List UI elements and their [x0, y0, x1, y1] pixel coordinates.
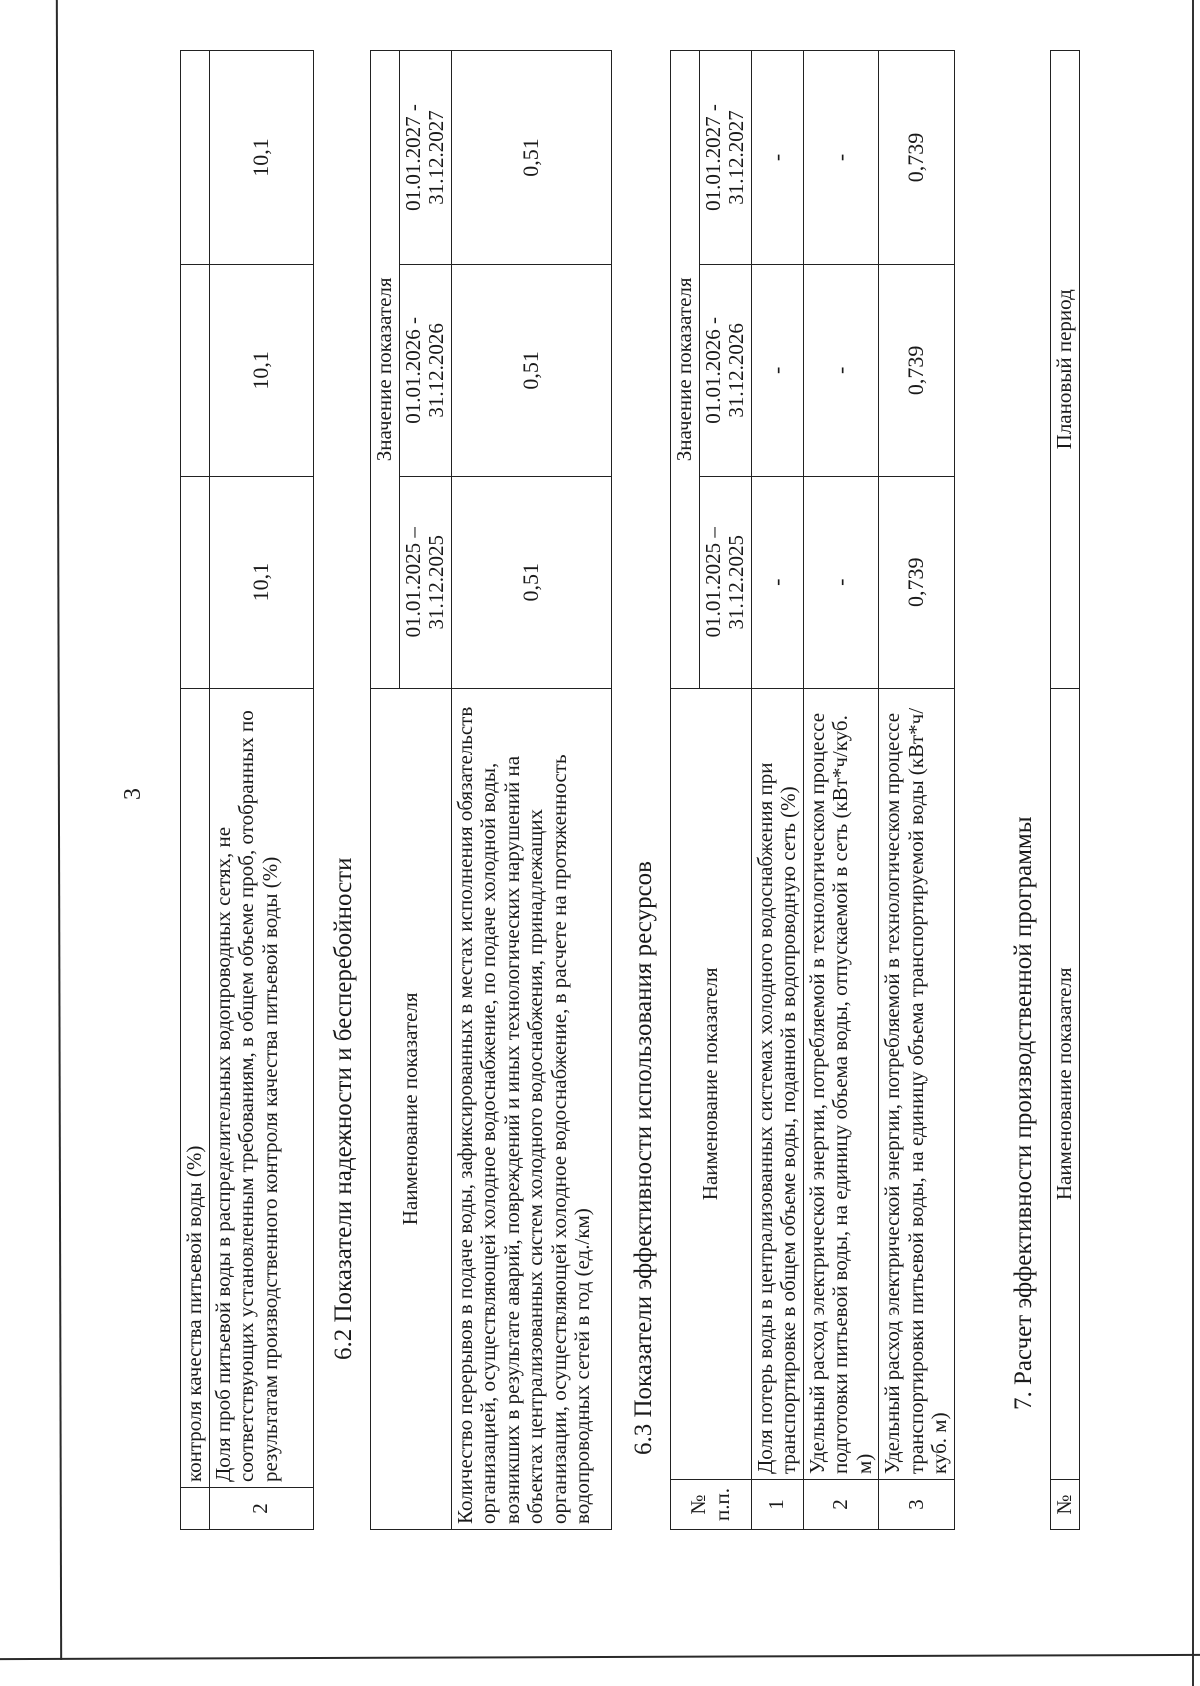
row-value: -	[803, 476, 879, 688]
program-efficiency-table	[1050, 50, 1080, 1530]
header-period: Плановый период	[1051, 51, 1080, 689]
header-name: Наименование показателя	[671, 688, 752, 1479]
efficiency-table	[670, 50, 955, 1530]
row-value: 10,1	[209, 476, 313, 688]
row-value	[181, 476, 210, 688]
row-value: 0,739	[879, 51, 955, 265]
quality-table	[180, 50, 314, 1530]
row-value	[181, 264, 210, 476]
header-period: 01.01.2025 – 31.12.2025	[699, 476, 751, 688]
table-header-row	[371, 51, 400, 1530]
table-header-row	[671, 51, 700, 1530]
row-num: 2	[209, 1488, 313, 1530]
header-name: Наименование показателя	[1051, 688, 1080, 1479]
header-period: 01.01.2027 - 31.12.2027	[699, 51, 751, 265]
row-value: -	[803, 264, 879, 476]
table-row	[451, 51, 611, 1530]
header-period: 01.01.2026 - 31.12.2026	[399, 264, 451, 476]
row-name: Удельный расход электрической энергии, потребляемой в технологическом процессе подготовки питьевой воды, на единицу объема воды, отпускаемой в сеть (кВт*ч/куб. м)	[803, 688, 879, 1479]
section-title: 6.2 Показатели надежности и бесперебойности	[330, 857, 357, 1360]
document-page	[90, 10, 1170, 1570]
row-num: 2	[803, 1480, 879, 1530]
row-value	[181, 51, 210, 265]
table-row	[803, 51, 879, 1530]
header-num: №	[1051, 1480, 1080, 1530]
row-value: -	[803, 51, 879, 265]
header-period: 01.01.2027 - 31.12.2027	[399, 51, 451, 265]
scan-edge-left	[56, 0, 62, 1660]
row-value: 0,739	[879, 264, 955, 476]
row-value: -	[751, 476, 803, 688]
row-value: 0,51	[451, 476, 611, 688]
row-value: -	[751, 264, 803, 476]
row-value: -	[751, 51, 803, 265]
table-header-row	[1051, 51, 1080, 1530]
table-row	[209, 51, 313, 1530]
header-value: Значение показателя	[371, 51, 400, 689]
row-num: 1	[751, 1480, 803, 1530]
row-value: 0,51	[451, 264, 611, 476]
table-row	[181, 51, 210, 1530]
reliability-table	[370, 50, 612, 1530]
row-name: Доля проб питьевой воды в распределительных водопроводных сетях, не соответствующих установленным требованиям, в общем объеме проб, отобранных по результатам производственного контроля качества питьевой воды (%)	[209, 688, 313, 1487]
section-title: 6.3 Показатели эффективности использования ресурсов	[630, 861, 657, 1455]
row-value: 0,51	[451, 51, 611, 265]
table-row	[751, 51, 803, 1530]
header-num: № п.п.	[671, 1480, 752, 1530]
header-name: Наименование показателя	[371, 688, 452, 1529]
row-num: 3	[879, 1480, 955, 1530]
row-name: контроля качества питьевой воды (%)	[181, 688, 210, 1487]
row-value: 10,1	[209, 51, 313, 265]
page-number: 3	[120, 788, 146, 800]
row-value: 0,739	[879, 476, 955, 688]
section-title: 7. Расчет эффективности производственной программы	[1010, 816, 1037, 1410]
header-period: 01.01.2026 - 31.12.2026	[699, 264, 751, 476]
row-num	[181, 1488, 210, 1530]
scan-edge-bottom	[0, 1654, 1200, 1660]
row-value: 10,1	[209, 264, 313, 476]
header-period: 01.01.2025 – 31.12.2025	[399, 476, 451, 688]
header-value: Значение показателя	[671, 51, 700, 689]
scan-edge-right	[1192, 0, 1194, 1686]
table-row	[879, 51, 955, 1530]
row-name: Удельный расход электрической энергии, потребляемой в технологическом процессе транспортировки питьевой воды, на единицу объема транспортируемой воды (кВт*ч/куб. м)	[879, 688, 955, 1479]
row-name: Количество перерывов в подаче воды, зафиксированных в местах исполнения обязательств организацией, осуществляющей холодное водоснабжение, по подаче холодной воды, возникших в результате аварий, повреждений и иных технологических нарушений на объектах централизованных систем холодного водоснабжения, принадлежащих организации, осуществляющей холодное водоснабжение, в расчете на протяженность водопроводных сетей в год (ед./км)	[451, 688, 611, 1529]
row-name: Доля потерь воды в централизованных системах холодного водоснабжения при транспортировке в общем объеме воды, поданной в водопроводную сеть (%)	[751, 688, 803, 1479]
